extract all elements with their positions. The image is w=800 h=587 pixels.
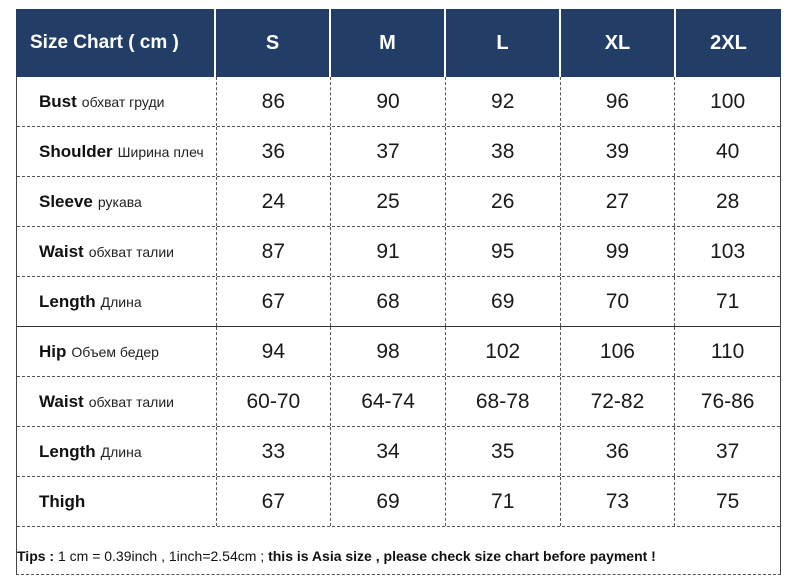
size-tips-note: [16, 537, 781, 575]
table-row-length: [17, 277, 780, 327]
table-cell: 33: [217, 427, 332, 476]
row-label: [17, 77, 217, 126]
size-header-s: S: [216, 9, 331, 77]
table-cell: 91: [331, 227, 446, 276]
size-chart-title: Size Chart ( cm ): [16, 9, 216, 77]
size-header-l: L: [446, 9, 561, 77]
table-cell: 95: [446, 227, 561, 276]
table-cell: 64-74: [331, 377, 446, 426]
row-label-ru: обхват груди: [81, 93, 165, 110]
table-cell: 94: [217, 327, 332, 376]
table-cell: 73: [561, 477, 676, 526]
table-row-waist: [17, 227, 780, 277]
table-cell: 37: [715, 439, 740, 463]
row-label-ru: Длина: [100, 293, 142, 310]
row-label: [17, 277, 217, 326]
tips-conversion: 1 cm = 0.39inch , 1inch=2.54cm ;: [54, 547, 269, 564]
table-cell: 86: [217, 77, 332, 126]
table-row-hip: [17, 327, 780, 377]
table-cell: 68-78: [446, 377, 561, 426]
row-label-ru: Длина: [100, 443, 142, 460]
table-cell: 75: [715, 489, 740, 513]
row-label-en: Thigh: [39, 491, 86, 511]
table-cell: 27: [561, 177, 676, 226]
table-cell: 106: [561, 327, 676, 376]
row-label-en: Waist: [39, 241, 84, 261]
table-cell: 35: [446, 427, 561, 476]
table-cell: 24: [217, 177, 332, 226]
table-cell: 39: [561, 127, 676, 176]
table-row-pants-waist: [17, 377, 780, 427]
table-cell: 87: [217, 227, 332, 276]
table-cell: 37: [331, 127, 446, 176]
table-row-shoulder: [17, 127, 780, 177]
row-label-en: Length: [39, 441, 96, 461]
table-cell: 76-86: [700, 389, 755, 413]
row-label: [17, 127, 217, 176]
table-cell: 40: [715, 139, 740, 163]
row-label-en: Shoulder: [39, 141, 113, 161]
size-header-m: M: [331, 9, 446, 77]
table-cell: 28: [715, 189, 740, 213]
table-cell: 99: [561, 227, 676, 276]
size-chart-header: [16, 9, 781, 77]
table-cell: 71: [715, 289, 740, 313]
table-row-bust: [17, 77, 780, 127]
table-cell: 90: [331, 77, 446, 126]
row-label-ru: обхват талии: [88, 243, 174, 260]
table-row-pants-length: [17, 427, 780, 477]
table-cell: 34: [331, 427, 446, 476]
table-cell: 69: [331, 477, 446, 526]
row-label-ru: обхват талии: [88, 393, 174, 410]
table-cell: 100: [710, 89, 746, 113]
row-label-ru: рукава: [97, 193, 142, 210]
row-label-en: Length: [39, 291, 96, 311]
table-cell: 68: [331, 277, 446, 326]
row-label-en: Sleeve: [39, 191, 93, 211]
table-cell: 36: [217, 127, 332, 176]
table-row-thigh: [17, 477, 780, 527]
row-label: [17, 477, 217, 526]
table-cell: 69: [446, 277, 561, 326]
tips-asia-size-note: this is Asia size , please check size chart before payment !: [268, 547, 656, 564]
row-label: [17, 327, 217, 376]
row-label-en: Hip: [39, 341, 67, 361]
row-label-en: Bust: [39, 91, 77, 111]
row-label-ru: Ширина плеч: [117, 143, 204, 160]
table-cell: 25: [331, 177, 446, 226]
table-cell: 71: [446, 477, 561, 526]
table-cell: 98: [331, 327, 446, 376]
table-cell: 72-82: [561, 377, 676, 426]
table-cell: 96: [561, 77, 676, 126]
row-label-ru: Объем бедер: [71, 343, 159, 360]
measurements-body: [16, 77, 781, 537]
table-row-sleeve: [17, 177, 780, 227]
size-header-xl: XL: [561, 9, 676, 77]
table-cell: 110: [710, 339, 745, 363]
table-cell: 70: [561, 277, 676, 326]
table-cell: 102: [446, 327, 561, 376]
row-label: [17, 377, 217, 426]
table-cell: 103: [710, 239, 746, 263]
table-cell: 36: [561, 427, 676, 476]
row-label: [17, 227, 217, 276]
size-chart-table: [16, 9, 781, 574]
row-label-en: Waist: [39, 391, 84, 411]
table-cell: 92: [446, 77, 561, 126]
table-cell: 60-70: [217, 377, 332, 426]
tips-prefix: Tips :: [17, 547, 55, 564]
table-cell: 67: [217, 277, 332, 326]
table-cell: 26: [446, 177, 561, 226]
size-header-2xl: 2XL: [676, 9, 781, 77]
table-cell: 67: [217, 477, 332, 526]
row-label: [17, 177, 217, 226]
table-cell: 38: [446, 127, 561, 176]
row-label: [17, 427, 217, 476]
